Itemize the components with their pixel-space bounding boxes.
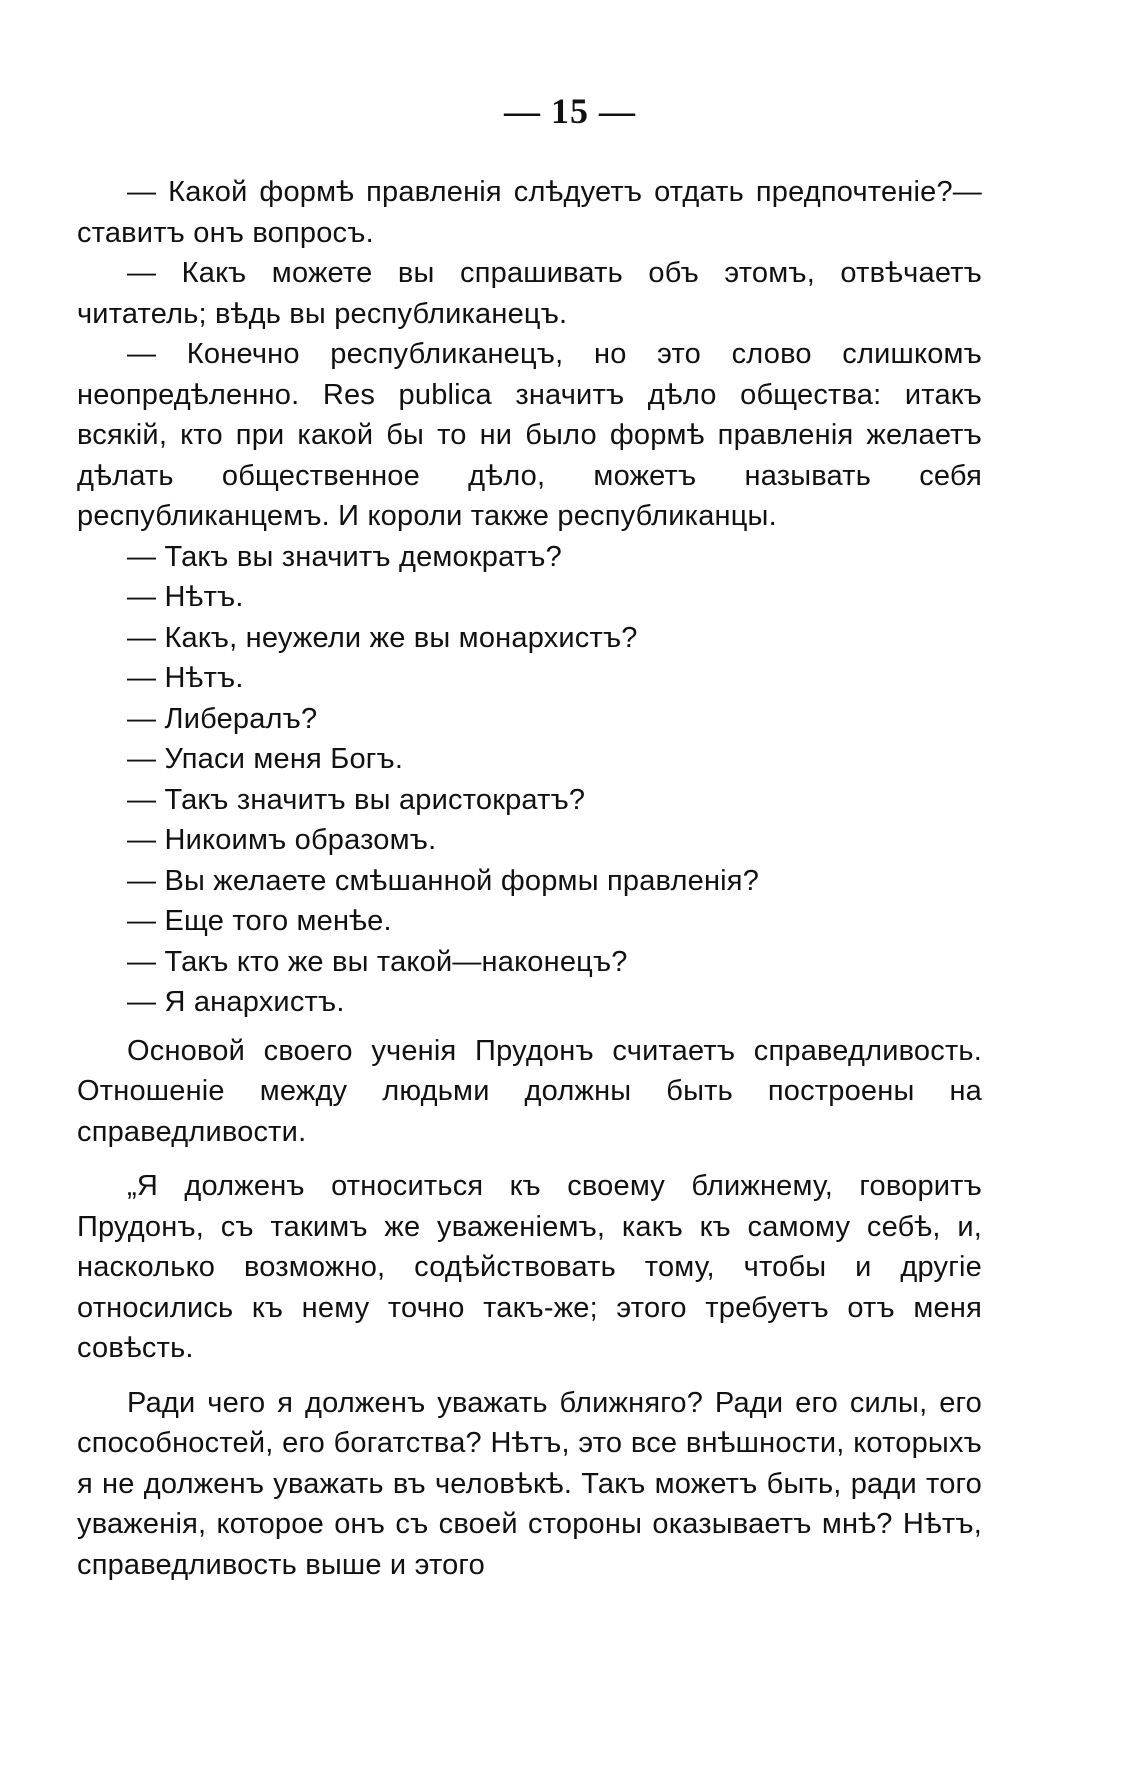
dialogue-line-liberal: — Либералъ? bbox=[127, 702, 318, 735]
dialogue-line-by-no-means: — Никоимъ образомъ. bbox=[127, 824, 437, 856]
dialogue-line-monarchist: — Какъ, неужели же вы монархистъ? bbox=[127, 621, 638, 654]
paragraph-proudhon-justice: Основой своего ученія Прудонъ считаетъ справедливость. Отношеніе между людьми должны быть построены на справедливости. bbox=[77, 1034, 982, 1148]
dialogue-line-god-forbid: — Упаси меня Богъ. bbox=[127, 743, 404, 775]
dialogue-line-democrat: — Такъ вы значитъ демократъ? bbox=[127, 540, 562, 573]
paragraph-reader-reply: — Какъ можете вы спрашивать объ этомъ, отвѣчаетъ читатель; вѣдь вы республиканецъ. bbox=[77, 257, 982, 330]
dialogue-line-no-2: — Нѣтъ. bbox=[127, 662, 244, 694]
page-number-header: — 15 — bbox=[504, 91, 636, 131]
dialogue-line-anarchist: — Я анархистъ. bbox=[127, 986, 345, 1018]
dialogue-line-even-less: — Еще того менѣе. bbox=[127, 905, 392, 937]
paragraph-respect-neighbor: Ради чего я долженъ уважать ближняго? Ради его силы, его способностей, его богатства? Нѣтъ, это все внѣшности, которыхъ я не долженъ уважать въ человѣкѣ. Такъ можетъ быть, ради того уваженія, которое онъ съ своей стороны оказываетъ мнѣ? Нѣтъ, справедливость выше и этого bbox=[77, 1386, 982, 1581]
paragraph-question-form-of-government: — Какой формѣ правленія слѣдуетъ отдать предпочтеніе?—ставитъ онъ вопросъ. bbox=[77, 176, 982, 249]
page-body-text bbox=[77, 172, 982, 1585]
dialogue-line-who-are-you: — Такъ кто же вы такой—наконецъ? bbox=[127, 945, 628, 978]
paragraph-res-publica: — Конечно республиканецъ, но это слово слишкомъ неопредѣленно. Res publica значитъ дѣло общества: итакъ всякій, кто при какой бы то ни было формѣ правленія желаетъ дѣлать общественное дѣло, можетъ называть себя республиканцемъ. И короли также республиканцы. bbox=[77, 338, 982, 532]
dialogue-line-mixed-government: — Вы желаете смѣшанной формы правленія? bbox=[127, 864, 760, 897]
dialogue-line-aristocrat: — Такъ значитъ вы аристократъ? bbox=[127, 783, 586, 816]
paragraph-quote-neighbor: „Я долженъ относиться къ своему ближнему, говоритъ Прудонъ, съ такимъ же уваженіемъ, какъ къ самому себѣ, и, насколько возможно, содѣйствовать тому, чтобы и другіе относились къ нему точно такъ-же; этого требуетъ отъ меня совѣсть. bbox=[77, 1170, 982, 1364]
dialogue-line-no-1: — Нѣтъ. bbox=[127, 581, 244, 613]
